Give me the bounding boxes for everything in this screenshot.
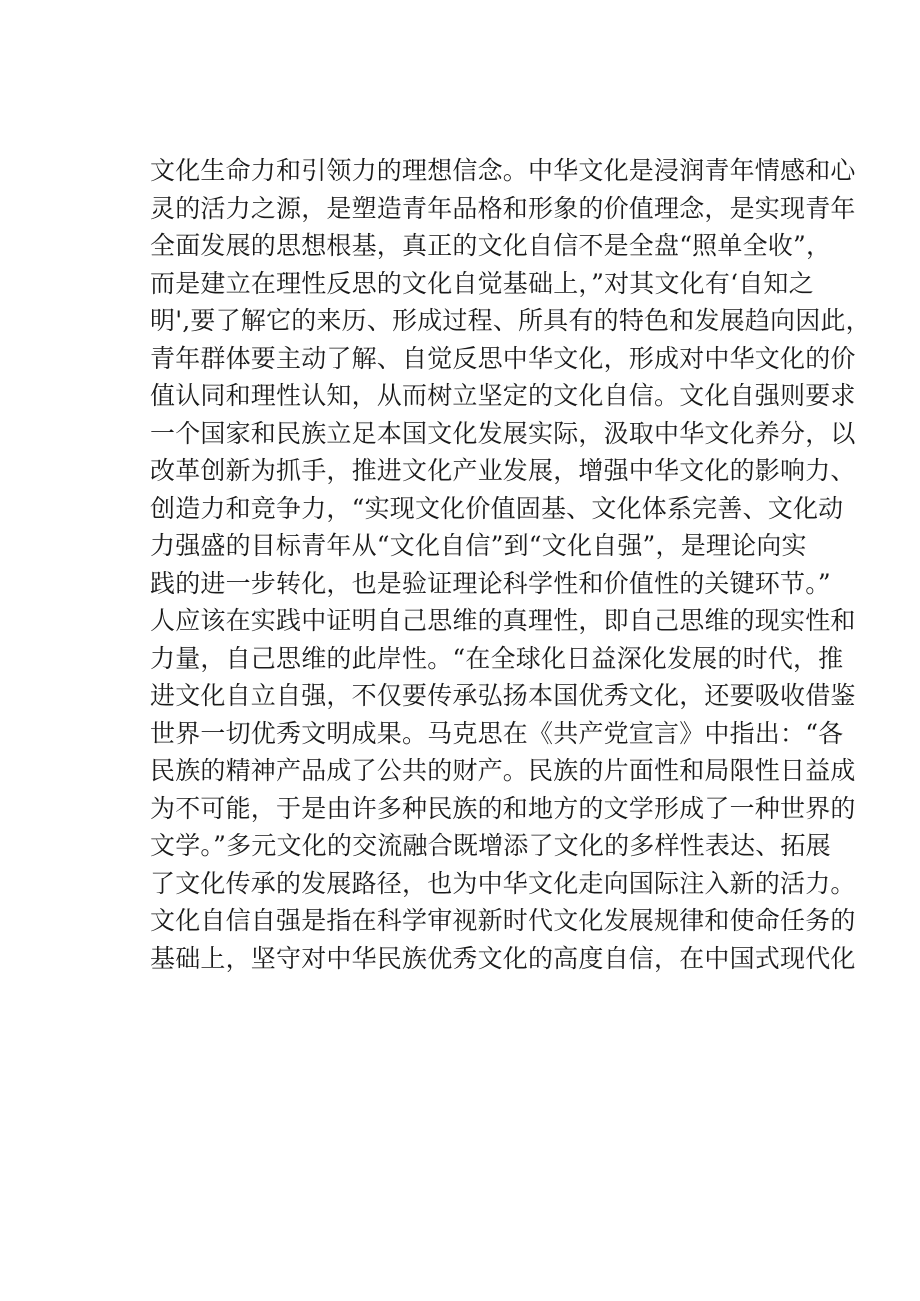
text-line: 值认同和理性认知，从而树立坚定的文化自信。文化自强则要求 [150,381,856,410]
text-line: 全面发展的思想根基，真正的文化自信不是全盘“照单全收”， [150,231,832,260]
text-line: 改革创新为抓手，推进文化产业发展，增强中华文化的影响力、 [150,456,856,485]
text-line: 青年群体要主动了解、自觉反思中华文化，形成对中华文化的价 [150,343,856,373]
body-text [150,152,871,977]
text-line: 基础上，坚守对中华民族优秀文化的高度自信，在中国式现代化 [150,943,856,973]
text-line: 进文化自立自强，不仅要传承弘扬本国优秀文化，还要吸收借鉴 [150,681,856,710]
text-line: 民族的精神产品成了公共的财产。民族的片面性和局限性日益成 [150,756,856,785]
text-line: 世界一切优秀文明成果。马克思在《共产党宣言》中指出：“各 [150,718,844,748]
text-line: 文化生命力和引领力的理想信念。中华文化是浸润青年情感和心 [150,156,856,185]
text-line: 为不可能，于是由许多种民族的和地方的文学形成了一种世界的 [150,793,856,823]
text-line: 践的进一步转化，也是验证理论科学性和价值性的关键环节。” [150,568,831,598]
text-line: 灵的活力之源，是塑造青年品格和形象的价值理念，是实现青年 [150,193,856,223]
text-line: 人应该在实践中证明自己思维的真理性，即自己思维的现实性和 [150,606,856,635]
text-line: 了文化传承的发展路径，也为中华文化走向国际注入新的活力。 [150,868,856,898]
text-line: 力量，自己思维的此岸性。“在全球化日益深化发展的时代，推 [150,643,844,673]
text-line: 力强盛的目标青年从“文化自信”到“文化自强”，是理论向实 [150,531,807,560]
text-line: 文化自信自强是指在科学审视新时代文化发展规律和使命任务的 [150,906,856,935]
text-line: 创造力和竞争力，“实现文化价值固基、文化体系完善、文化动 [150,493,844,523]
text-line: 明',要了解它的来历、形成过程、所具有的特色和发展趋向因此， [150,306,871,335]
text-line: 文学。”多元文化的交流融合既增添了文化的多样性表达、拓展 [150,831,831,860]
text-line: 而是建立在理性反思的文化自觉基础上，”对其文化有‘自知之 [150,268,814,298]
text-line: 一个国家和民族立足本国文化发展实际，汲取中华文化养分，以 [150,418,856,448]
